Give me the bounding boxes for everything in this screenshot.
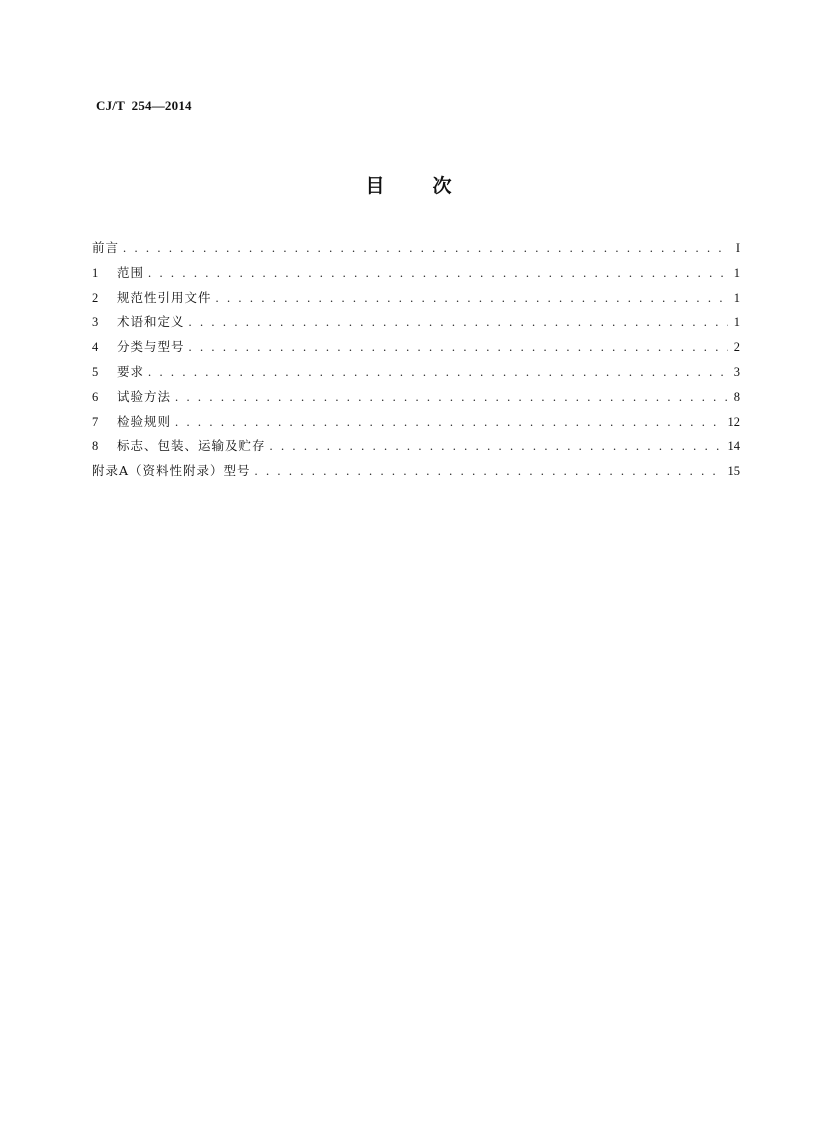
- toc-leader-dots: [148, 360, 728, 385]
- toc-entry-number: 2: [92, 290, 99, 305]
- toc-entry-title: 标志、包装、运输及贮存: [117, 438, 266, 454]
- toc-leader-dots: [175, 385, 728, 410]
- toc-entry-test-methods[interactable]: [92, 385, 740, 410]
- toc-leader-dots: [189, 310, 728, 335]
- toc-leader-dots: [270, 434, 724, 459]
- toc-entry-title: 附录A（资料性附录）型号: [92, 463, 251, 479]
- toc-entry-annex-a[interactable]: [92, 459, 740, 484]
- toc-leader-dots: [123, 236, 728, 261]
- toc-entry-normative-references[interactable]: [92, 286, 740, 311]
- toc-leader-dots: [148, 261, 728, 286]
- toc-entry-scope[interactable]: [92, 261, 740, 286]
- toc-entry-title: 要求: [117, 363, 145, 379]
- toc-entry-page: 8: [733, 389, 740, 404]
- toc-entry-page: 1: [733, 265, 740, 280]
- toc-entry-page: 14: [727, 439, 740, 454]
- toc-entry-page: 2: [733, 340, 740, 355]
- toc-leader-dots: [255, 459, 724, 484]
- toc-entry-page: I: [735, 241, 740, 255]
- toc-leader-dots: [216, 286, 728, 311]
- toc-entry-number: 4: [92, 340, 99, 355]
- toc-list: [92, 236, 740, 484]
- toc-entry-page: 1: [733, 315, 740, 330]
- toc-entry-title: 前言: [92, 240, 120, 255]
- toc-entry-number: 8: [92, 439, 99, 454]
- toc-entry-page: 3: [733, 364, 740, 379]
- toc-entry-title: 试验方法: [117, 388, 172, 404]
- toc-heading-char-2: 次: [432, 175, 452, 197]
- toc-entry-title: 规范性引用文件: [117, 289, 212, 305]
- toc-entry-title: 范围: [117, 264, 145, 280]
- toc-entry-title: 分类与型号: [117, 339, 185, 355]
- toc-entry-inspection-rules[interactable]: [92, 410, 740, 435]
- toc-entry-requirements[interactable]: [92, 360, 740, 385]
- toc-heading-char-1: 目: [365, 175, 385, 197]
- toc-entry-classification[interactable]: [92, 335, 740, 360]
- toc-entry-foreword[interactable]: [92, 236, 740, 261]
- toc-entry-page: 1: [733, 290, 740, 305]
- toc-entry-title: 检验规则: [117, 413, 172, 429]
- toc-entry-page: 12: [727, 414, 740, 429]
- toc-entry-number: 1: [92, 265, 99, 280]
- toc-entry-number: 3: [92, 315, 99, 330]
- document-code: CJ/T 254—2014: [96, 98, 192, 113]
- toc-entry-marking-packaging[interactable]: [92, 434, 740, 459]
- toc-leader-dots: [189, 335, 728, 360]
- toc-entry-number: 7: [92, 414, 99, 429]
- toc-heading: [0, 171, 817, 198]
- toc-entry-terms[interactable]: [92, 310, 740, 335]
- toc-leader-dots: [175, 410, 723, 435]
- toc-entry-page: 15: [727, 464, 740, 479]
- toc-entry-number: 6: [92, 389, 99, 404]
- toc-entry-number: 5: [92, 364, 99, 379]
- toc-entry-title: 术语和定义: [117, 314, 185, 330]
